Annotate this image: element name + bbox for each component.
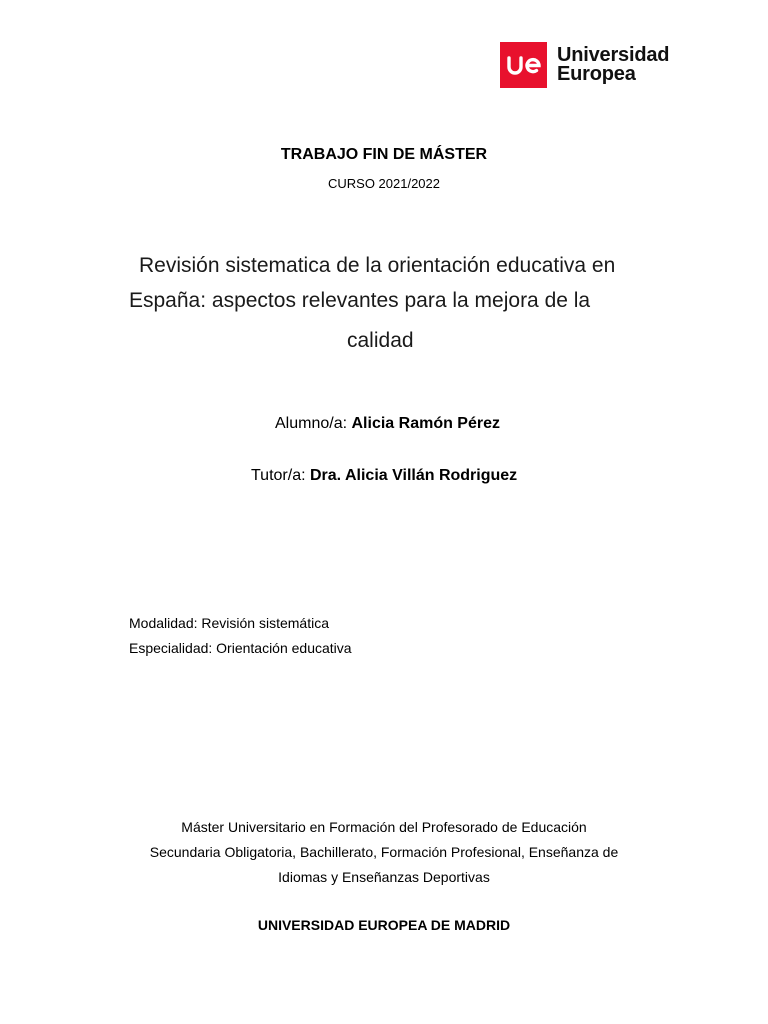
ue-mark-icon <box>506 53 542 77</box>
tutor-label: Tutor/a: <box>251 467 306 484</box>
ue-logo-mark <box>500 42 547 88</box>
logo-name-line1: Universidad <box>557 44 670 66</box>
student-name: Alicia Ramón Pérez <box>351 415 500 432</box>
university-logo <box>500 42 669 88</box>
tutor-line <box>251 467 517 485</box>
master-line3: Idiomas y Enseñanzas Deportivas <box>278 869 490 885</box>
master-line1: Máster Universitario en Formación del Profesorado de Educación <box>181 819 587 835</box>
course-year: CURSO 2021/2022 <box>327 176 440 191</box>
thesis-title-line3: calidad <box>347 329 414 352</box>
tutor-name: Dra. Alicia Villán Rodriguez <box>310 467 518 484</box>
master-line2: Secundaria Obligatoria, Bachillerato, Formación Profesional, Enseñanza de <box>149 844 619 860</box>
modality: Modalidad: Revisión sistemática <box>129 615 329 631</box>
specialty: Especialidad: Orientación educativa <box>129 640 352 656</box>
thesis-title-line2: España: aspectos relevantes para la mejora de la <box>129 289 591 312</box>
student-label: Alumno/a: <box>275 415 348 432</box>
master-program <box>0 815 768 890</box>
university-footer: UNIVERSIDAD EUROPEA DE MADRID <box>257 917 511 933</box>
university-name <box>557 46 669 84</box>
logo-name-line2: Europea <box>557 63 636 85</box>
thesis-title-line1: Revisión sistematica de la orientación educativa en <box>139 254 616 277</box>
student-line <box>275 415 500 433</box>
document-type-heading: TRABAJO FIN DE MÁSTER <box>280 146 488 163</box>
